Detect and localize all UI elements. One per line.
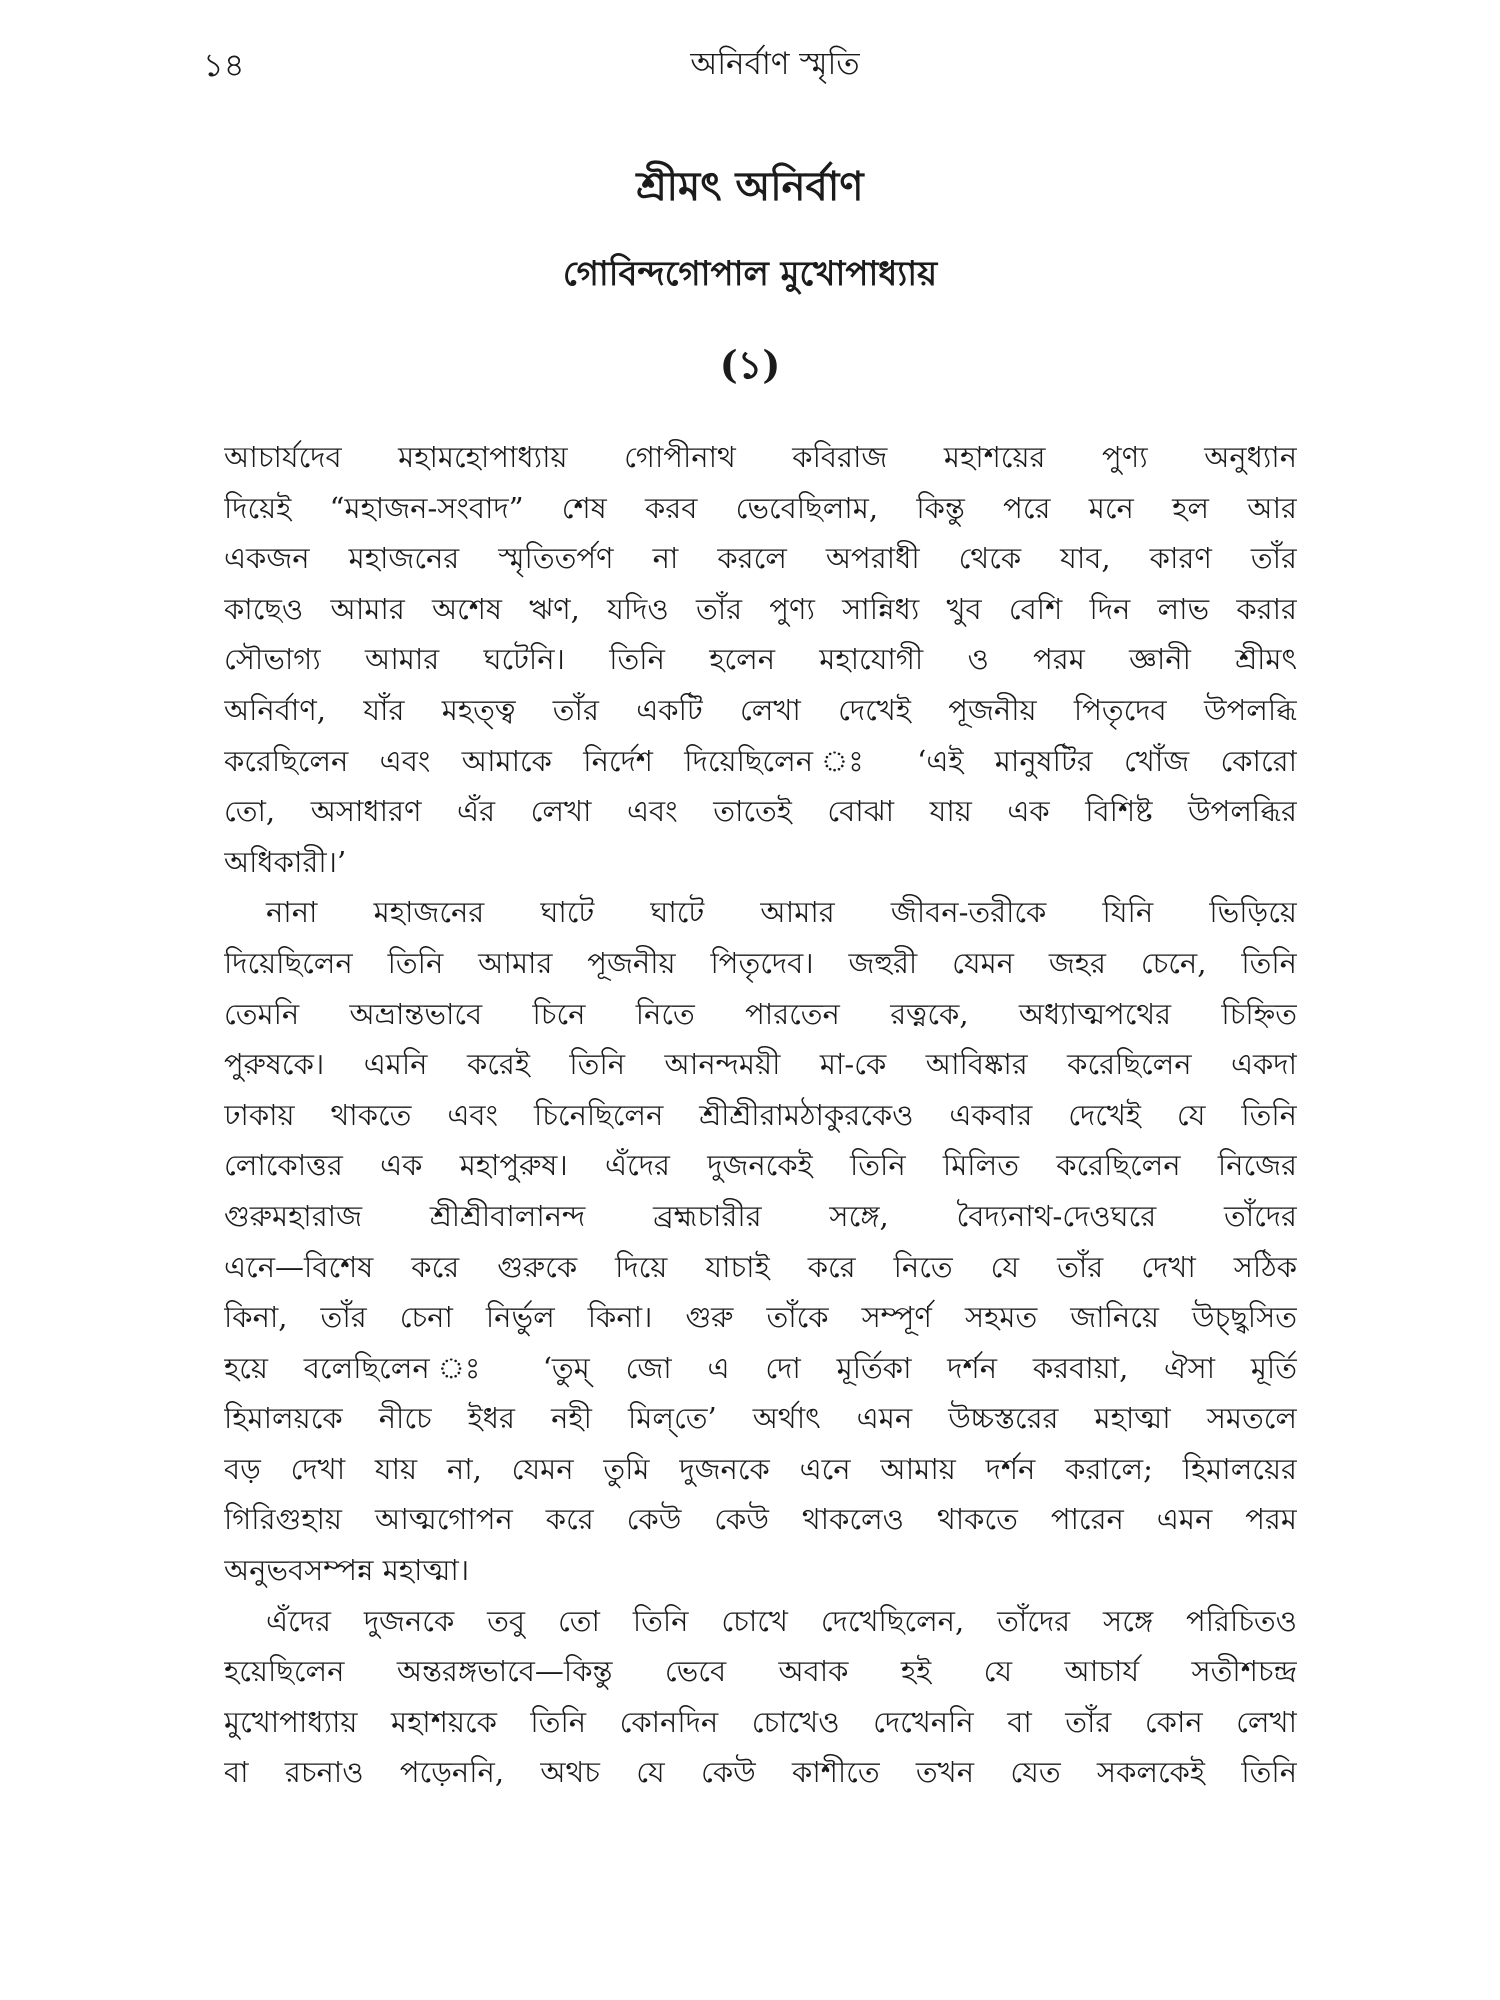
text-line: হয়ে বলেছিলেন ঃ ‘তুম্ জো এ দো মূর্তিকা দর্শন করবায়া, ঐসা মূর্তি [224, 1350, 1297, 1385]
text-line: লোকোত্তর এক মহাপুরুষ। এঁদের দুজনকেই তিনি মিলিত করেছিলেন নিজের [224, 1148, 1297, 1183]
text-line: আচার্যদেব মহামহোপাধ্যায় গোপীনাথ কবিরাজ মহাশয়ের পুণ্য অনুধ্যান [224, 440, 1297, 474]
text-line: নানা মহাজনের ঘাটে ঘাটে আমার জীবন-তরীকে যিনি ভিড়িয়ে [266, 895, 1297, 930]
text-line: এনে—বিশেষ করে গুরুকে দিয়ে যাচাই করে নিতে যে তাঁর দেখা সঠিক [224, 1249, 1297, 1284]
paragraph [224, 432, 1297, 887]
section-number: (১) [719, 342, 781, 387]
text-line: একজন মহাজনের স্মৃতিতর্পণ না করলে অপরাধী থেকে যাব, কারণ তাঁর [224, 541, 1297, 576]
text-line: কাছেও আমার অশেষ ঋণ, যদিও তাঁর পুণ্য সান্নিধ্য খুব বেশি দিন লাভ করার [224, 591, 1297, 626]
text-line: তেমনি অভ্রান্তভাবে চিনে নিতে পারতেন রত্নকে, অধ্যাত্মপথের চিহ্নিত [224, 996, 1297, 1031]
text-line: কিনা, তাঁর চেনা নির্ভুল কিনা। গুরু তাঁকে সম্পূর্ণ সহমত জানিয়ে উচ্ছ্বসিত [224, 1300, 1297, 1335]
running-title: অনির্বাণ স্মৃতি [690, 46, 860, 82]
paragraph [224, 887, 1297, 1595]
text-line: বড় দেখা যায় না, যেমন তুমি দুজনকে এনে আমায় দর্শন করালে; হিমালয়ের [224, 1451, 1297, 1486]
text-line: অধিকারী।’ [224, 844, 347, 879]
text-line: হিমালয়কে নীচে ইধর নহী মিল্‌তে’ অর্থাৎ এমন উচ্চস্তরের মহাত্মা সমতলে [224, 1401, 1297, 1436]
text-line: ঢাকায় থাকতে এবং চিনেছিলেন শ্রীশ্রীরামঠাকুরকেও একবার দেখেই যে তিনি [224, 1097, 1297, 1132]
text-line: অনুভবসম্পন্ন মহাত্মা। [224, 1553, 470, 1588]
text-line: দিয়েছিলেন তিনি আমার পূজনীয় পিতৃদেব। জহুরী যেমন জহর চেনে, তিনি [224, 945, 1297, 980]
text-line: অনির্বাণ, যাঁর মহত্ত্ব তাঁর একটি লেখা দেখেই পূজনীয় পিতৃদেব উপলব্ধি [224, 692, 1297, 727]
text-line: দিয়েই “মহাজন-সংবাদ” শেষ করব ভেবেছিলাম, কিন্তু পরে মনে হল আর [224, 490, 1297, 525]
text-line: করেছিলেন এবং আমাকে নির্দেশ দিয়েছিলেন ঃ ‘এই মানুষটির খোঁজ কোরো [224, 743, 1297, 778]
article-title: শ্রীমৎ অনির্বাণ [636, 163, 864, 210]
text-line: সৌভাগ্য আমার ঘটেনি। তিনি হলেন মহাযোগী ও পরম জ্ঞানী শ্রীমৎ [224, 642, 1297, 677]
text-line: মুখোপাধ্যায় মহাশয়কে তিনি কোনদিন চোখেও দেখেননি বা তাঁর কোন লেখা [224, 1704, 1297, 1739]
page-number: ১৪ [203, 46, 245, 84]
text-line: এঁদের দুজনকে তবু তো তিনি চোখে দেখেছিলেন, তাঁদের সঙ্গে পরিচিতও [266, 1603, 1297, 1638]
article-author: গোবিন্দগোপাল মুখোপাধ্যায় [562, 254, 938, 294]
body-text [224, 432, 1297, 1798]
text-line: গুরুমহারাজ শ্রীশ্রীবালানন্দ ব্রহ্মচারীর সঙ্গে, বৈদ্যনাথ-দেওঘরে তাঁদের [224, 1198, 1297, 1233]
text-line: গিরিগুহায় আত্মগোপন করে কেউ কেউ থাকলেও থাকতে পারেন এমন পরম [224, 1502, 1297, 1537]
paragraph [224, 1596, 1297, 1798]
text-line: পুরুষকে। এমনি করেই তিনি আনন্দময়ী মা-কে আবিষ্কার করেছিলেন একদা [224, 1047, 1297, 1082]
text-line: বা রচনাও পড়েননি, অথচ যে কেউ কাশীতে তখন যেত সকলকেই তিনি [224, 1755, 1297, 1790]
text-line: হয়েছিলেন অন্তরঙ্গভাবে—কিন্তু ভেবে অবাক হই যে আচার্য সতীশচন্দ্র [224, 1654, 1297, 1689]
text-line: তো, অসাধারণ এঁর লেখা এবং তাতেই বোঝা যায় এক বিশিষ্ট উপলব্ধির [224, 794, 1297, 829]
